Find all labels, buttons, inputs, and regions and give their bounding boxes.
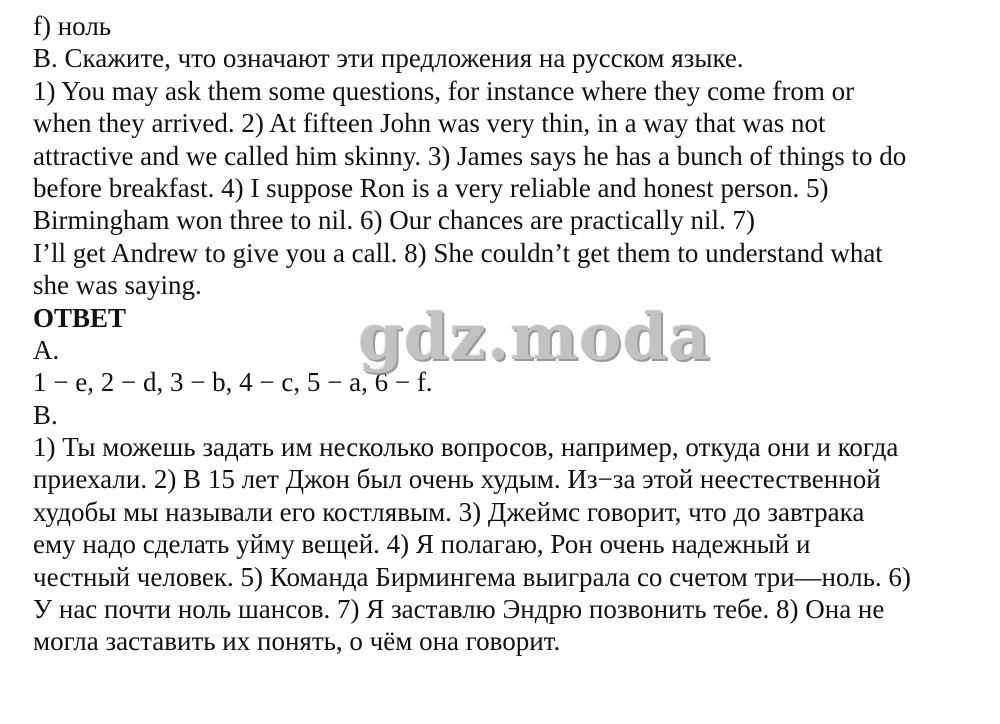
text-line: she was saying.: [33, 270, 202, 301]
answer-line: приехали. 2) В 15 лет Джон был очень худым. Из−за этой неестественной: [33, 464, 881, 495]
text-line: 1) You may ask them some questions, for instance where they come from or: [33, 75, 855, 106]
section-b-heading: B. Скажите, что означают эти предложения на русском языке.: [33, 43, 744, 74]
text-line: I’ll get Andrew to give you a call. 8) She couldn’t get them to understand what: [33, 237, 883, 268]
text-line: Birmingham won three to nil. 6) Our chances are practically nil. 7): [33, 205, 756, 236]
answer-line: честный человек. 5) Команда Бирмингема выиграла со счетом три—ноль. 6): [33, 561, 911, 592]
answer-line: 1 − e, 2 − d, 3 − b, 4 − c, 5 − a, 6 − f.: [33, 367, 433, 398]
text-line: f) ноль: [33, 11, 112, 41]
answer-line: У нас почти ноль шансов. 7) Я заставлю Эндрю позвонить тебе. 8) Она не: [33, 594, 885, 625]
answer-line: худобы мы называли его костлявым. 3) Джеймс говорит, что до завтрака: [33, 496, 865, 527]
answer-heading: ОТВЕТ: [33, 302, 127, 333]
answer-line: B.: [33, 399, 58, 430]
document-text: [33, 10, 993, 658]
text-line: attractive and we called him skinny. 3) James says he has a bunch of things to do: [33, 140, 907, 171]
answer-line: ему надо сделать уйму вещей. 4) Я полагаю, Рон очень надежный и: [33, 529, 811, 560]
text-line: when they arrived. 2) At fifteen John was very thin, in a way that was not: [33, 108, 826, 139]
text-line: before breakfast. 4) I suppose Ron is a very reliable and honest person. 5): [33, 172, 829, 203]
answer-line: A.: [33, 334, 60, 365]
answer-line: могла заставить их понять, о чём она говорит.: [33, 626, 561, 657]
answer-line: 1) Ты можешь задать им несколько вопросов, например, откуда они и когда: [33, 432, 899, 463]
watermark-logo: gdz.moda: [358, 300, 711, 375]
